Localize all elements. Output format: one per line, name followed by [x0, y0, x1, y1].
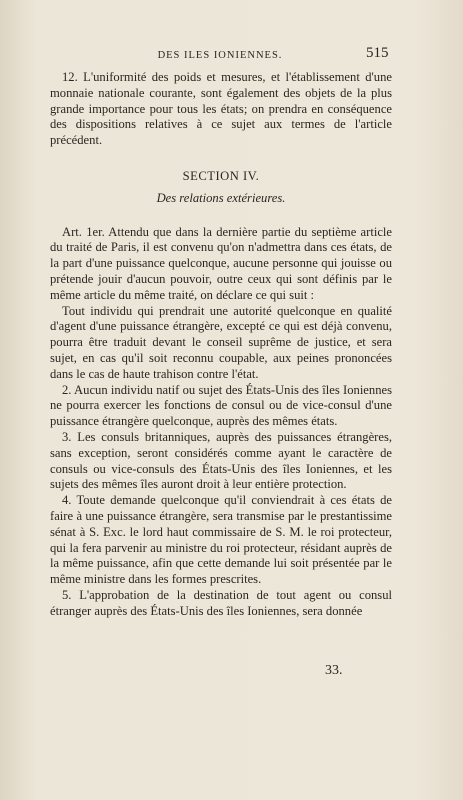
paragraph-article-1-continued: Tout individu qui prendrait une autorité quelconque en qualité d'agent d'une puissance étrangère, excepté ce qui est déjà convenu, pourra être traduit devant le conseil suprême de justice, et sera sujet, en cas qu'il soit reconnu coupable, aux peines prononcées dans le cas de haute trahison contre l'état.: [50, 303, 392, 381]
paragraph-article-1: Art. 1er. Attendu que dans la dernière partie du septième article du traité de Paris, il est convenu qu'on n'admettra dans ces états, de la part d'une puissance quelconque, aucune personne qui jouisse ou prétende jouir d'aucun pouvoir, outre ceux qui sont définis par le même article du même traité, on déclare ce qui suit :: [50, 224, 392, 302]
page-number: 515: [366, 45, 389, 61]
paragraph-article-3: 3. Les consuls britanniques, auprès des puissances étrangères, sans exception, seront considérés comme ayant le caractère de consuls ou vice-consuls des États-Unis des îles Ioniennes, et les sujets des mêmes îles auront droit à leur entière protection.: [50, 429, 392, 492]
running-title: DES ILES IONIENNES.: [157, 50, 283, 61]
signature-mark: 33.: [325, 663, 343, 678]
section-subtitle: Des relations extérieures.: [156, 190, 286, 205]
section-title: SECTION IV.: [182, 168, 260, 183]
body-text: [50, 70, 392, 620]
paragraph-article-5: 5. L'approbation de la destination de tout agent ou consul étranger auprès des États-Unis des îles Ioniennes, sera donnée: [50, 587, 392, 618]
paragraph-article-2: 2. Aucun individu natif ou sujet des États-Unis des îles Ioniennes ne pourra exercer les fonctions de consul ou de vice-consul d'une puissance étrangère quelconque, auprès des mêmes états.: [50, 382, 392, 429]
paragraph-article-12: 12. L'uniformité des poids et mesures, et l'établissement d'une monnaie nationale courante, sont également des objets de la plus grande importance pour tous les états; on prendra en conséquence des dispositions relatives à ce sujet aux termes de l'article précédent.: [50, 70, 392, 148]
paragraph-article-4: 4. Toute demande quelconque qu'il conviendrait à ces états de faire à une puissance étrangère, sera transmise par le prestantissime sénat à S. Exc. le lord haut commissaire de S. M. le roi protecteur, qui la fera parvenir au ministre du roi protecteur, résidant auprès de la même puissance, afin que cette demande lui soit présentée par le même ministre dans les formes prescrites.: [50, 493, 392, 587]
